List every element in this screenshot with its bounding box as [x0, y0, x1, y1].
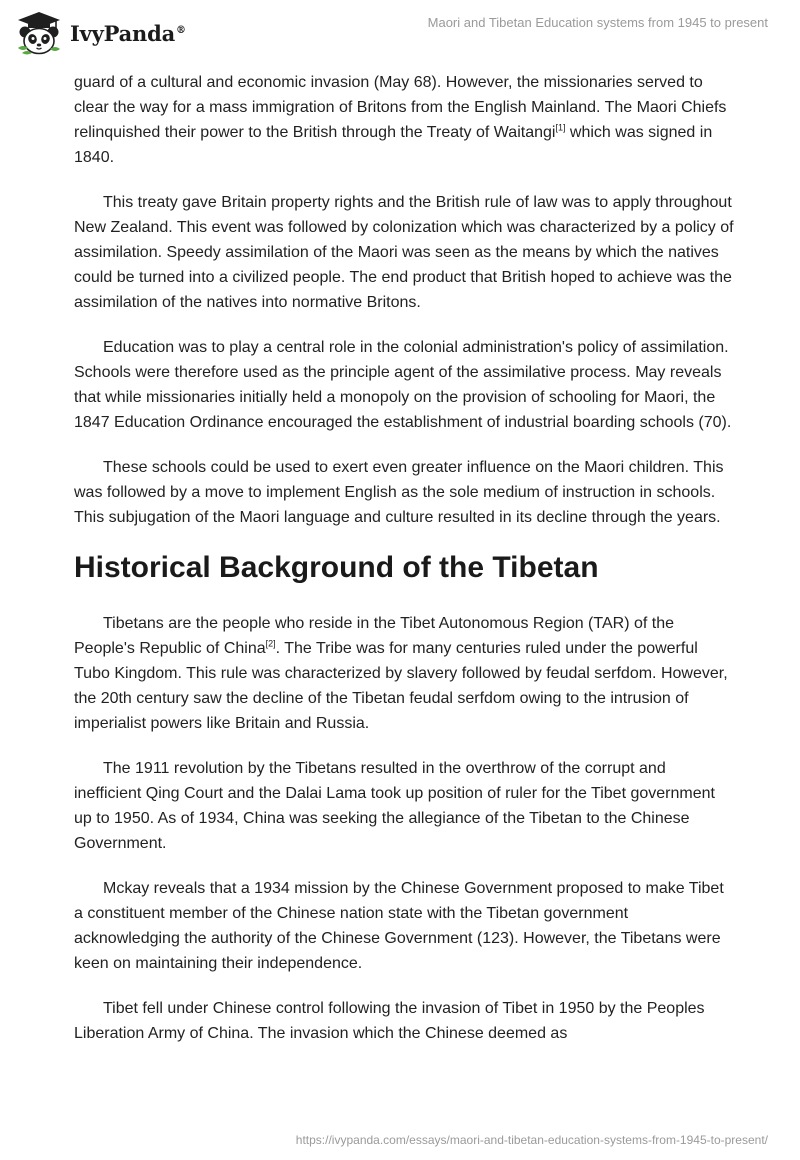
footnote-ref[interactable]: [1]	[555, 122, 566, 133]
paragraph: Mckay reveals that a 1934 mission by the Chinese Government proposed to make Tibet a constituent member of the Chinese nation state with the Tibetan government acknowledging the authority of the Chinese Government (123). However, the Tibetans were keen on maintaining their independence.	[74, 880, 724, 972]
section-heading: Historical Background of the Tibetan	[74, 551, 599, 584]
footnote-ref[interactable]: [2]	[265, 638, 276, 649]
document-title: Maori and Tibetan Education systems from 1945 to present	[427, 15, 768, 30]
paragraph: Tibet fell under Chinese control following the invasion of Tibet in 1950 by the Peoples Liberation Army of China. The invasion which the Chinese deemed as	[74, 1000, 705, 1042]
paragraph: These schools could be used to exert even greater influence on the Maori children. This was followed by a move to implement English as the sole medium of instruction in schools. This subjugation of the Maori language and culture resulted in its decline through the years.	[74, 459, 724, 526]
paragraph: The 1911 revolution by the Tibetans resulted in the overthrow of the corrupt and inefficient Qing Court and the Dalai Lama took up position of ruler for the Tibet government up to 1950. As of 1934, China was seeking the allegiance of the Tibetan to the Chinese Government.	[74, 760, 715, 852]
brand-name: IvyPanda®	[70, 20, 186, 46]
paragraph: Education was to play a central role in the colonial administration's policy of assimilation. Schools were therefore used as the principle agent of the assimilative process. May reveals that while missionaries initially held a monopoly on the provision of schooling for Maori, the 1847 Education Ordinance encouraged the establishment of industrial boarding schools (70).	[74, 339, 732, 431]
essay-body	[74, 70, 734, 1066]
paragraph: Tibetans are the people who reside in the Tibet Autonomous Region (TAR) of the People's Republic of China[2]. The Tribe was for many centuries ruled under the powerful Tubo Kingdom. This rule was characterized by slavery followed by feudal serfdom. However, the 20th century saw the decline of the Tibetan feudal serfdom owing to the intrusion of imperialist powers like Britain and Russia.	[74, 615, 728, 732]
source-url[interactable]: https://ivypanda.com/essays/maori-and-tibetan-education-systems-from-1945-to-present/	[295, 1133, 768, 1147]
page-header	[0, 0, 800, 70]
paragraph: guard of a cultural and economic invasion (May 68). However, the missionaries served to clear the way for a mass immigration of Britons from the English Mainland. The Maori Chiefs relinquished their power to the British through the Treaty of Waitangi[1] which was signed in 1840.	[74, 74, 727, 166]
panda-graduation-icon	[14, 10, 64, 56]
ivypanda-logo[interactable]	[14, 8, 186, 58]
paragraph: This treaty gave Britain property rights and the British rule of law was to apply throughout New Zealand. This event was followed by colonization which was characterized by a policy of assimilation. Speedy assimilation of the Maori was seen as the means by which the natives could be turned into a civilized people. The end product that British hoped to achieve was the assimilation of the natives into normative Britons.	[74, 194, 734, 311]
